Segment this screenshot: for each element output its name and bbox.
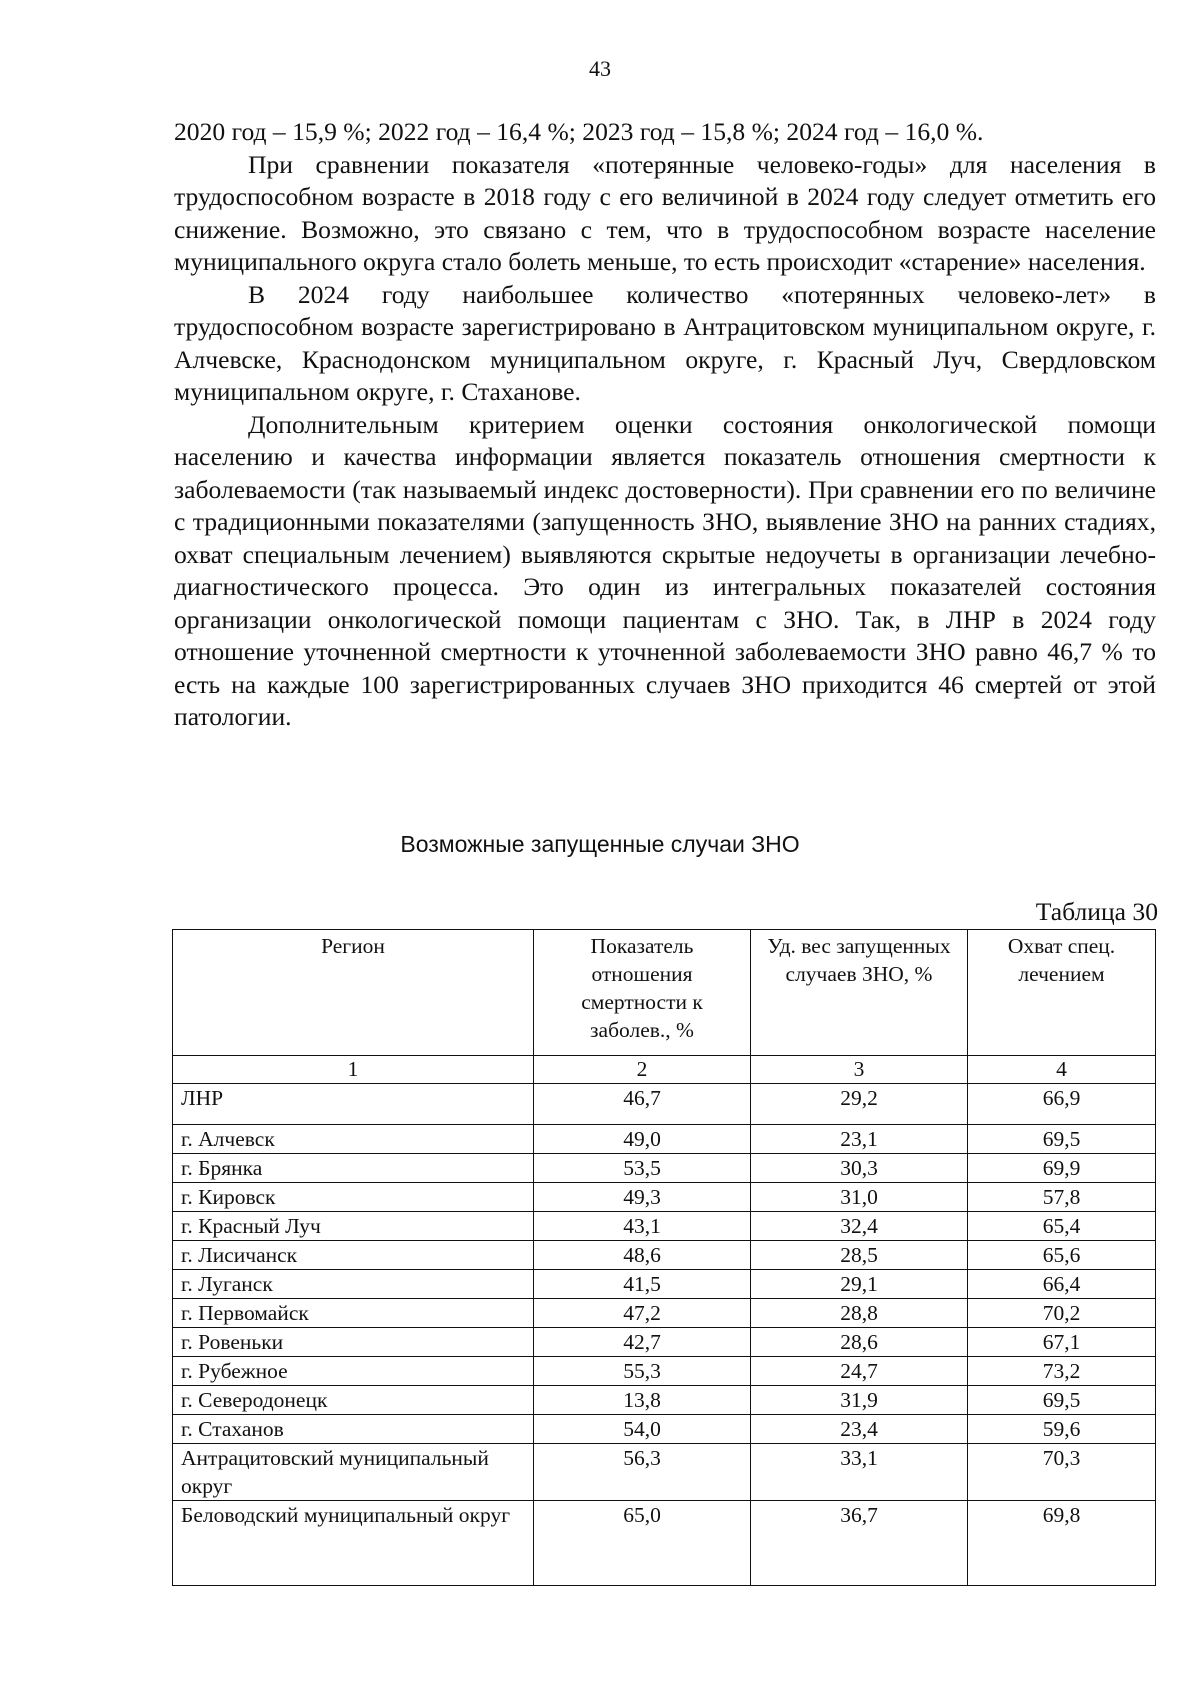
mortality-ratio-cell: 54,0 xyxy=(534,1415,751,1444)
region-cell: г. Кировск xyxy=(173,1183,534,1212)
late-stage-share-cell: 36,7 xyxy=(751,1501,968,1586)
column-number: 4 xyxy=(968,1056,1156,1084)
region-cell: г. Алчевск xyxy=(173,1125,534,1154)
treatment-coverage-cell: 73,2 xyxy=(968,1357,1156,1386)
region-cell: г. Ровеньки xyxy=(173,1328,534,1357)
region-cell: г. Северодонецк xyxy=(173,1386,534,1415)
region-cell: г. Стаханов xyxy=(173,1415,534,1444)
treatment-coverage-cell: 70,2 xyxy=(968,1299,1156,1328)
table-row xyxy=(173,1241,1156,1270)
table-row xyxy=(173,1084,1156,1125)
mortality-ratio-cell: 48,6 xyxy=(534,1241,751,1270)
mortality-ratio-cell: 49,3 xyxy=(534,1183,751,1212)
table-row xyxy=(173,1212,1156,1241)
table-row xyxy=(173,1415,1156,1444)
header-region: Регион xyxy=(173,930,534,1056)
mortality-ratio-cell: 47,2 xyxy=(534,1299,751,1328)
table-header-row xyxy=(173,930,1156,1056)
table-number: Таблица 30 xyxy=(1035,897,1158,926)
table-row xyxy=(173,1154,1156,1183)
mortality-ratio-cell: 41,5 xyxy=(534,1270,751,1299)
body-text xyxy=(174,116,1156,734)
late-stage-share-cell: 24,7 xyxy=(751,1357,968,1386)
region-cell: г. Красный Луч xyxy=(173,1212,534,1241)
header-mortality-ratio: Показатель отношения смертности к заболев., % xyxy=(534,930,751,1056)
data-table xyxy=(172,929,1156,1586)
table-row xyxy=(173,1270,1156,1299)
treatment-coverage-cell: 65,6 xyxy=(968,1241,1156,1270)
table-title: Возможные запущенные случаи ЗНО xyxy=(400,831,800,857)
region-cell: г. Луганск xyxy=(173,1270,534,1299)
table-row xyxy=(173,1328,1156,1357)
treatment-coverage-cell: 69,5 xyxy=(968,1386,1156,1415)
late-stage-share-cell: 30,3 xyxy=(751,1154,968,1183)
table-row xyxy=(173,1299,1156,1328)
table-row xyxy=(173,1444,1156,1501)
table-row xyxy=(173,1501,1156,1586)
column-number-row xyxy=(173,1056,1156,1084)
mortality-ratio-cell: 56,3 xyxy=(534,1444,751,1501)
column-number: 2 xyxy=(534,1056,751,1084)
header-treatment-coverage: Охват спец. лечением xyxy=(968,930,1156,1056)
late-stage-share-cell: 33,1 xyxy=(751,1444,968,1501)
table-row xyxy=(173,1357,1156,1386)
late-stage-share-cell: 31,0 xyxy=(751,1183,968,1212)
mortality-ratio-cell: 43,1 xyxy=(534,1212,751,1241)
late-stage-share-cell: 23,1 xyxy=(751,1125,968,1154)
treatment-coverage-cell: 66,4 xyxy=(968,1270,1156,1299)
late-stage-share-cell: 31,9 xyxy=(751,1386,968,1415)
treatment-coverage-cell: 59,6 xyxy=(968,1415,1156,1444)
table-row xyxy=(173,1125,1156,1154)
paragraph: В 2024 году наибольшее количество «потерянных человеко-лет» в трудоспособном возрасте зарегистрировано в Антрацитовском муниципальном округе, г. Алчевске, Краснодонском муниципальном округе, г. Красный Луч, Свердловском муниципальном округе, г. Стаханове. xyxy=(174,279,1156,406)
treatment-coverage-cell: 57,8 xyxy=(968,1183,1156,1212)
table-row xyxy=(173,1183,1156,1212)
region-cell: г. Первомайск xyxy=(173,1299,534,1328)
mortality-ratio-cell: 13,8 xyxy=(534,1386,751,1415)
treatment-coverage-cell: 69,5 xyxy=(968,1125,1156,1154)
mortality-ratio-cell: 46,7 xyxy=(534,1084,751,1125)
column-number: 1 xyxy=(173,1056,534,1084)
mortality-ratio-cell: 65,0 xyxy=(534,1501,751,1586)
late-stage-share-cell: 23,4 xyxy=(751,1415,968,1444)
treatment-coverage-cell: 70,3 xyxy=(968,1444,1156,1501)
region-cell: г. Лисичанск xyxy=(173,1241,534,1270)
late-stage-share-cell: 28,8 xyxy=(751,1299,968,1328)
mortality-ratio-cell: 53,5 xyxy=(534,1154,751,1183)
treatment-coverage-cell: 69,8 xyxy=(968,1501,1156,1586)
treatment-coverage-cell: 69,9 xyxy=(968,1154,1156,1183)
page-number: 43 xyxy=(589,56,611,81)
header-late-stage-share: Уд. вес запущенных случаев ЗНО, % xyxy=(751,930,968,1056)
region-cell: Беловодский муниципальный округ xyxy=(173,1501,534,1586)
column-number: 3 xyxy=(751,1056,968,1084)
treatment-coverage-cell: 66,9 xyxy=(968,1084,1156,1125)
late-stage-share-cell: 29,2 xyxy=(751,1084,968,1125)
late-stage-share-cell: 28,5 xyxy=(751,1241,968,1270)
paragraph: 2020 год – 15,9 %; 2022 год – 16,4 %; 2023 год – 15,8 %; 2024 год – 16,0 %. xyxy=(174,117,984,146)
table-row xyxy=(173,1386,1156,1415)
treatment-coverage-cell: 65,4 xyxy=(968,1212,1156,1241)
mortality-ratio-cell: 55,3 xyxy=(534,1357,751,1386)
paragraph: Дополнительным критерием оценки состояния онкологической помощи населению и качества информации является показатель отношения смертности к заболеваемости (так называемый индекс достоверности). При сравнении его по величине с традиционными показателями (запущенность ЗНО, выявление ЗНО на ранних стадиях, охват специальным лечением) выявляются скрытые недоучеты в организации лечебно-диагностического процесса. Это один из интегральных показателей состояния организации онкологической помощи пациентам с ЗНО. Так, в ЛНР в 2024 году отношение уточненной смертности к уточненной заболеваемости ЗНО равно 46,7 % то есть на каждые 100 зарегистрированных случаев ЗНО приходится 46 смертей от этой патологии. xyxy=(174,409,1156,731)
region-cell: г. Брянка xyxy=(173,1154,534,1183)
region-cell: Антрацитовский муниципальный округ xyxy=(173,1444,534,1501)
paragraph: При сравнении показателя «потерянные человеко-годы» для населения в трудоспособном возрасте в 2018 году с его величиной в 2024 году следует отметить его снижение. Возможно, это связано с тем, что в трудоспособном возрасте население муниципального округа стало болеть меньше, то есть происходит «старение» населения. xyxy=(174,149,1156,276)
region-cell: г. Рубежное xyxy=(173,1357,534,1386)
mortality-ratio-cell: 49,0 xyxy=(534,1125,751,1154)
treatment-coverage-cell: 67,1 xyxy=(968,1328,1156,1357)
late-stage-share-cell: 29,1 xyxy=(751,1270,968,1299)
mortality-ratio-cell: 42,7 xyxy=(534,1328,751,1357)
region-cell: ЛНР xyxy=(173,1084,534,1125)
late-stage-share-cell: 32,4 xyxy=(751,1212,968,1241)
late-stage-share-cell: 28,6 xyxy=(751,1328,968,1357)
